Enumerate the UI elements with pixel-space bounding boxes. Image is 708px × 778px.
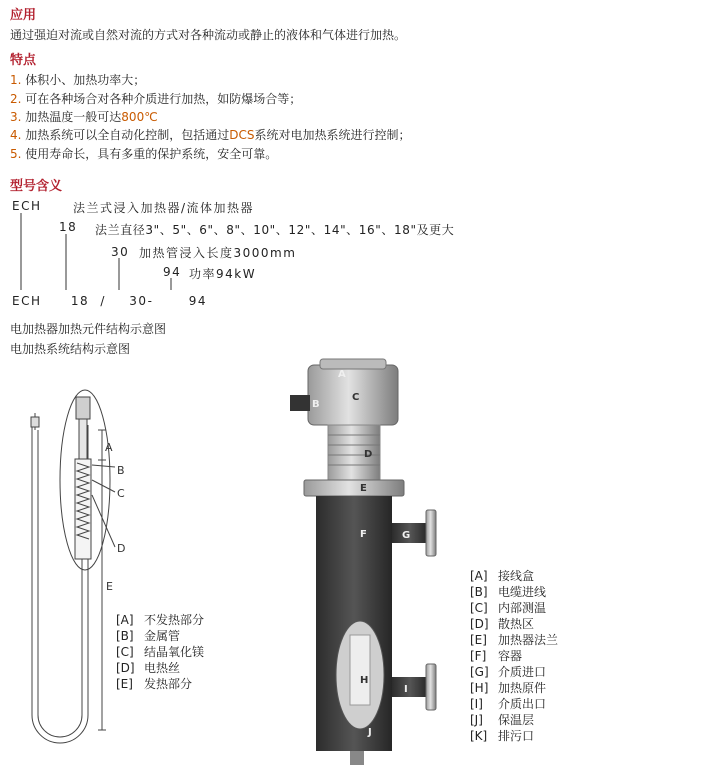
model-desc-ech: 法兰式浸入加热器/流体加热器 (73, 201, 255, 215)
legend-item: [J] 保温层 (470, 713, 535, 727)
system-label-e: E (360, 483, 367, 494)
feature-item: 5. 使用寿命长，具有多重的保护系统，安全可靠。 (10, 147, 278, 161)
system-label-j: J (368, 727, 372, 738)
application-heading: 应用 (10, 8, 37, 23)
system-label-g: G (402, 530, 411, 541)
system-label-i: I (404, 684, 408, 695)
legend-item: [K] 排污口 (470, 729, 535, 743)
model-bracket-lines (0, 0, 708, 320)
system-label-c: C (352, 392, 360, 403)
system-label-b: B (312, 399, 320, 410)
features-heading: 特点 (10, 53, 37, 68)
model-full: ECH 18 / 30- 94 (12, 294, 208, 308)
legend-item: [B] 金属管 (116, 629, 181, 643)
legend-item: [E] 加热器法兰 (470, 633, 559, 647)
system-label-f: F (360, 529, 367, 540)
legend-item: [D] 散热区 (470, 617, 535, 631)
feature-item: 1. 体积小、加热功率大； (10, 73, 146, 87)
legend-item: [D] 电热丝 (116, 661, 181, 675)
heating-system-diagram (270, 355, 450, 773)
feature-item: 3. 加热温度一般可达800℃ (10, 110, 158, 124)
legend-item: [C] 内部测温 (470, 601, 547, 615)
element-label-a: A (105, 441, 113, 454)
element-label-b: B (117, 464, 125, 477)
legend-item: [H] 加热原件 (470, 681, 547, 695)
caption-element-structure: 电加热器加热元件结构示意图 (10, 322, 167, 336)
legend-item: [A] 接线盒 (470, 569, 535, 583)
element-label-e: E (106, 580, 113, 593)
model-code-ech: ECH (12, 199, 42, 213)
legend-item: [C] 结晶氧化镁 (116, 645, 205, 659)
feature-item: 2. 可在各种场合对各种介质进行加热，如防爆场合等； (10, 92, 302, 106)
model-code-flange: 18 (59, 220, 78, 234)
legend-item: [B] 电缆进线 (470, 585, 547, 599)
system-label-d: D (364, 449, 373, 460)
legend-item: [E] 发热部分 (116, 677, 193, 691)
model-desc-power: 功率94kW (189, 267, 257, 281)
system-label-a: A (338, 369, 346, 380)
legend-item: [I] 介质出口 (470, 697, 547, 711)
system-legend (470, 568, 558, 744)
caption-system-structure: 电加热系统结构示意图 (10, 342, 131, 356)
legend-item: [A] 不发热部分 (116, 613, 205, 627)
element-label-c: C (117, 487, 125, 500)
element-label-d: D (117, 542, 126, 555)
legend-item: [F] 容器 (470, 649, 523, 663)
legend-item: [G] 介质进口 (470, 665, 547, 679)
feature-item: 4. 加热系统可以全自动化控制，包括通过DCS系统对电加热系统进行控制； (10, 128, 411, 142)
application-text: 通过强迫对流或自然对流的方式对各种流动或静止的液体和气体进行加热。 (10, 28, 407, 42)
model-desc-length: 加热管浸入长度3000mm (139, 246, 297, 260)
model-desc-flange: 法兰直径3"、5"、6"、8"、10"、12"、14"、16"、18"及更大 (95, 223, 455, 237)
model-code-length: 30 (111, 245, 130, 259)
element-legend (116, 612, 204, 692)
system-label-h: H (360, 675, 369, 686)
model-code-power: 94 (163, 265, 182, 279)
heating-element-diagram (20, 385, 140, 755)
model-heading: 型号含义 (10, 179, 63, 194)
